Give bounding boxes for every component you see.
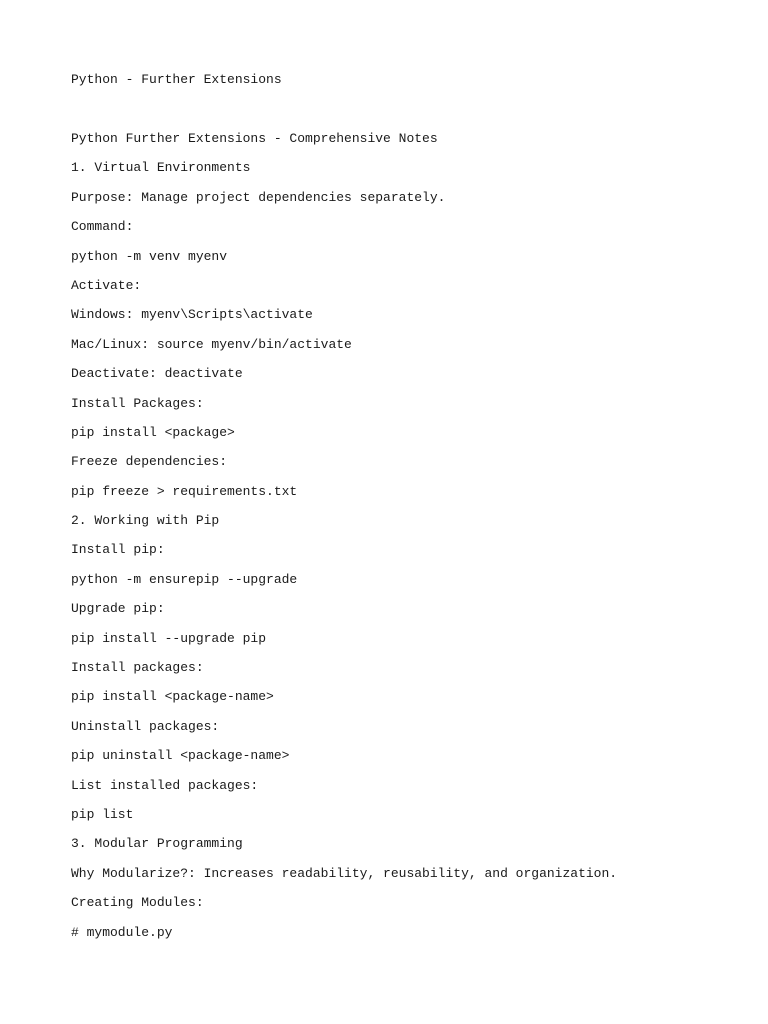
document-line: List installed packages:: [71, 777, 259, 793]
document-line: Install pip:: [71, 542, 165, 558]
document-line: Windows: myenv\Scripts\activate: [71, 307, 313, 323]
document-line: pip uninstall <package-name>: [71, 748, 290, 764]
document-line: pip install <package>: [71, 424, 235, 440]
document-line: pip list: [71, 806, 134, 822]
document-line: Uninstall packages:: [71, 718, 220, 734]
document-line: Deactivate: deactivate: [71, 366, 243, 382]
document-line: Upgrade pip:: [71, 601, 165, 617]
document-line: Purpose: Manage project dependencies separately.: [71, 189, 446, 205]
document-line: pip freeze > requirements.txt: [71, 483, 298, 499]
document-line: Freeze dependencies:: [71, 454, 228, 470]
document-line: # mymodule.py: [71, 924, 173, 940]
document-body: [71, 71, 751, 953]
document-line: Command:: [71, 219, 134, 235]
document-line: Python Further Extensions - Comprehensive Notes: [71, 131, 438, 146]
document-line: Install Packages:: [71, 395, 204, 411]
document-lines: [71, 130, 751, 942]
document-line: 2. Working with Pip: [71, 513, 220, 529]
document-line: Why Modularize?: Increases readability, reusability, and organization.: [71, 865, 618, 881]
document-line: 3. Modular Programming: [71, 836, 243, 852]
document-line: python -m ensurepip --upgrade: [71, 571, 298, 587]
document-line: 1. Virtual Environments: [71, 160, 251, 176]
document-line: pip install --upgrade pip: [71, 630, 267, 646]
document-line: Mac/Linux: source myenv/bin/activate: [71, 336, 352, 352]
document-line: Activate:: [71, 277, 142, 293]
document-line: Creating Modules:: [71, 895, 204, 911]
document-line: python -m venv myenv: [71, 248, 228, 264]
document-title: Python - Further Extensions: [71, 72, 282, 87]
document-line: pip install <package-name>: [71, 689, 274, 705]
document-line: Install packages:: [71, 660, 204, 676]
